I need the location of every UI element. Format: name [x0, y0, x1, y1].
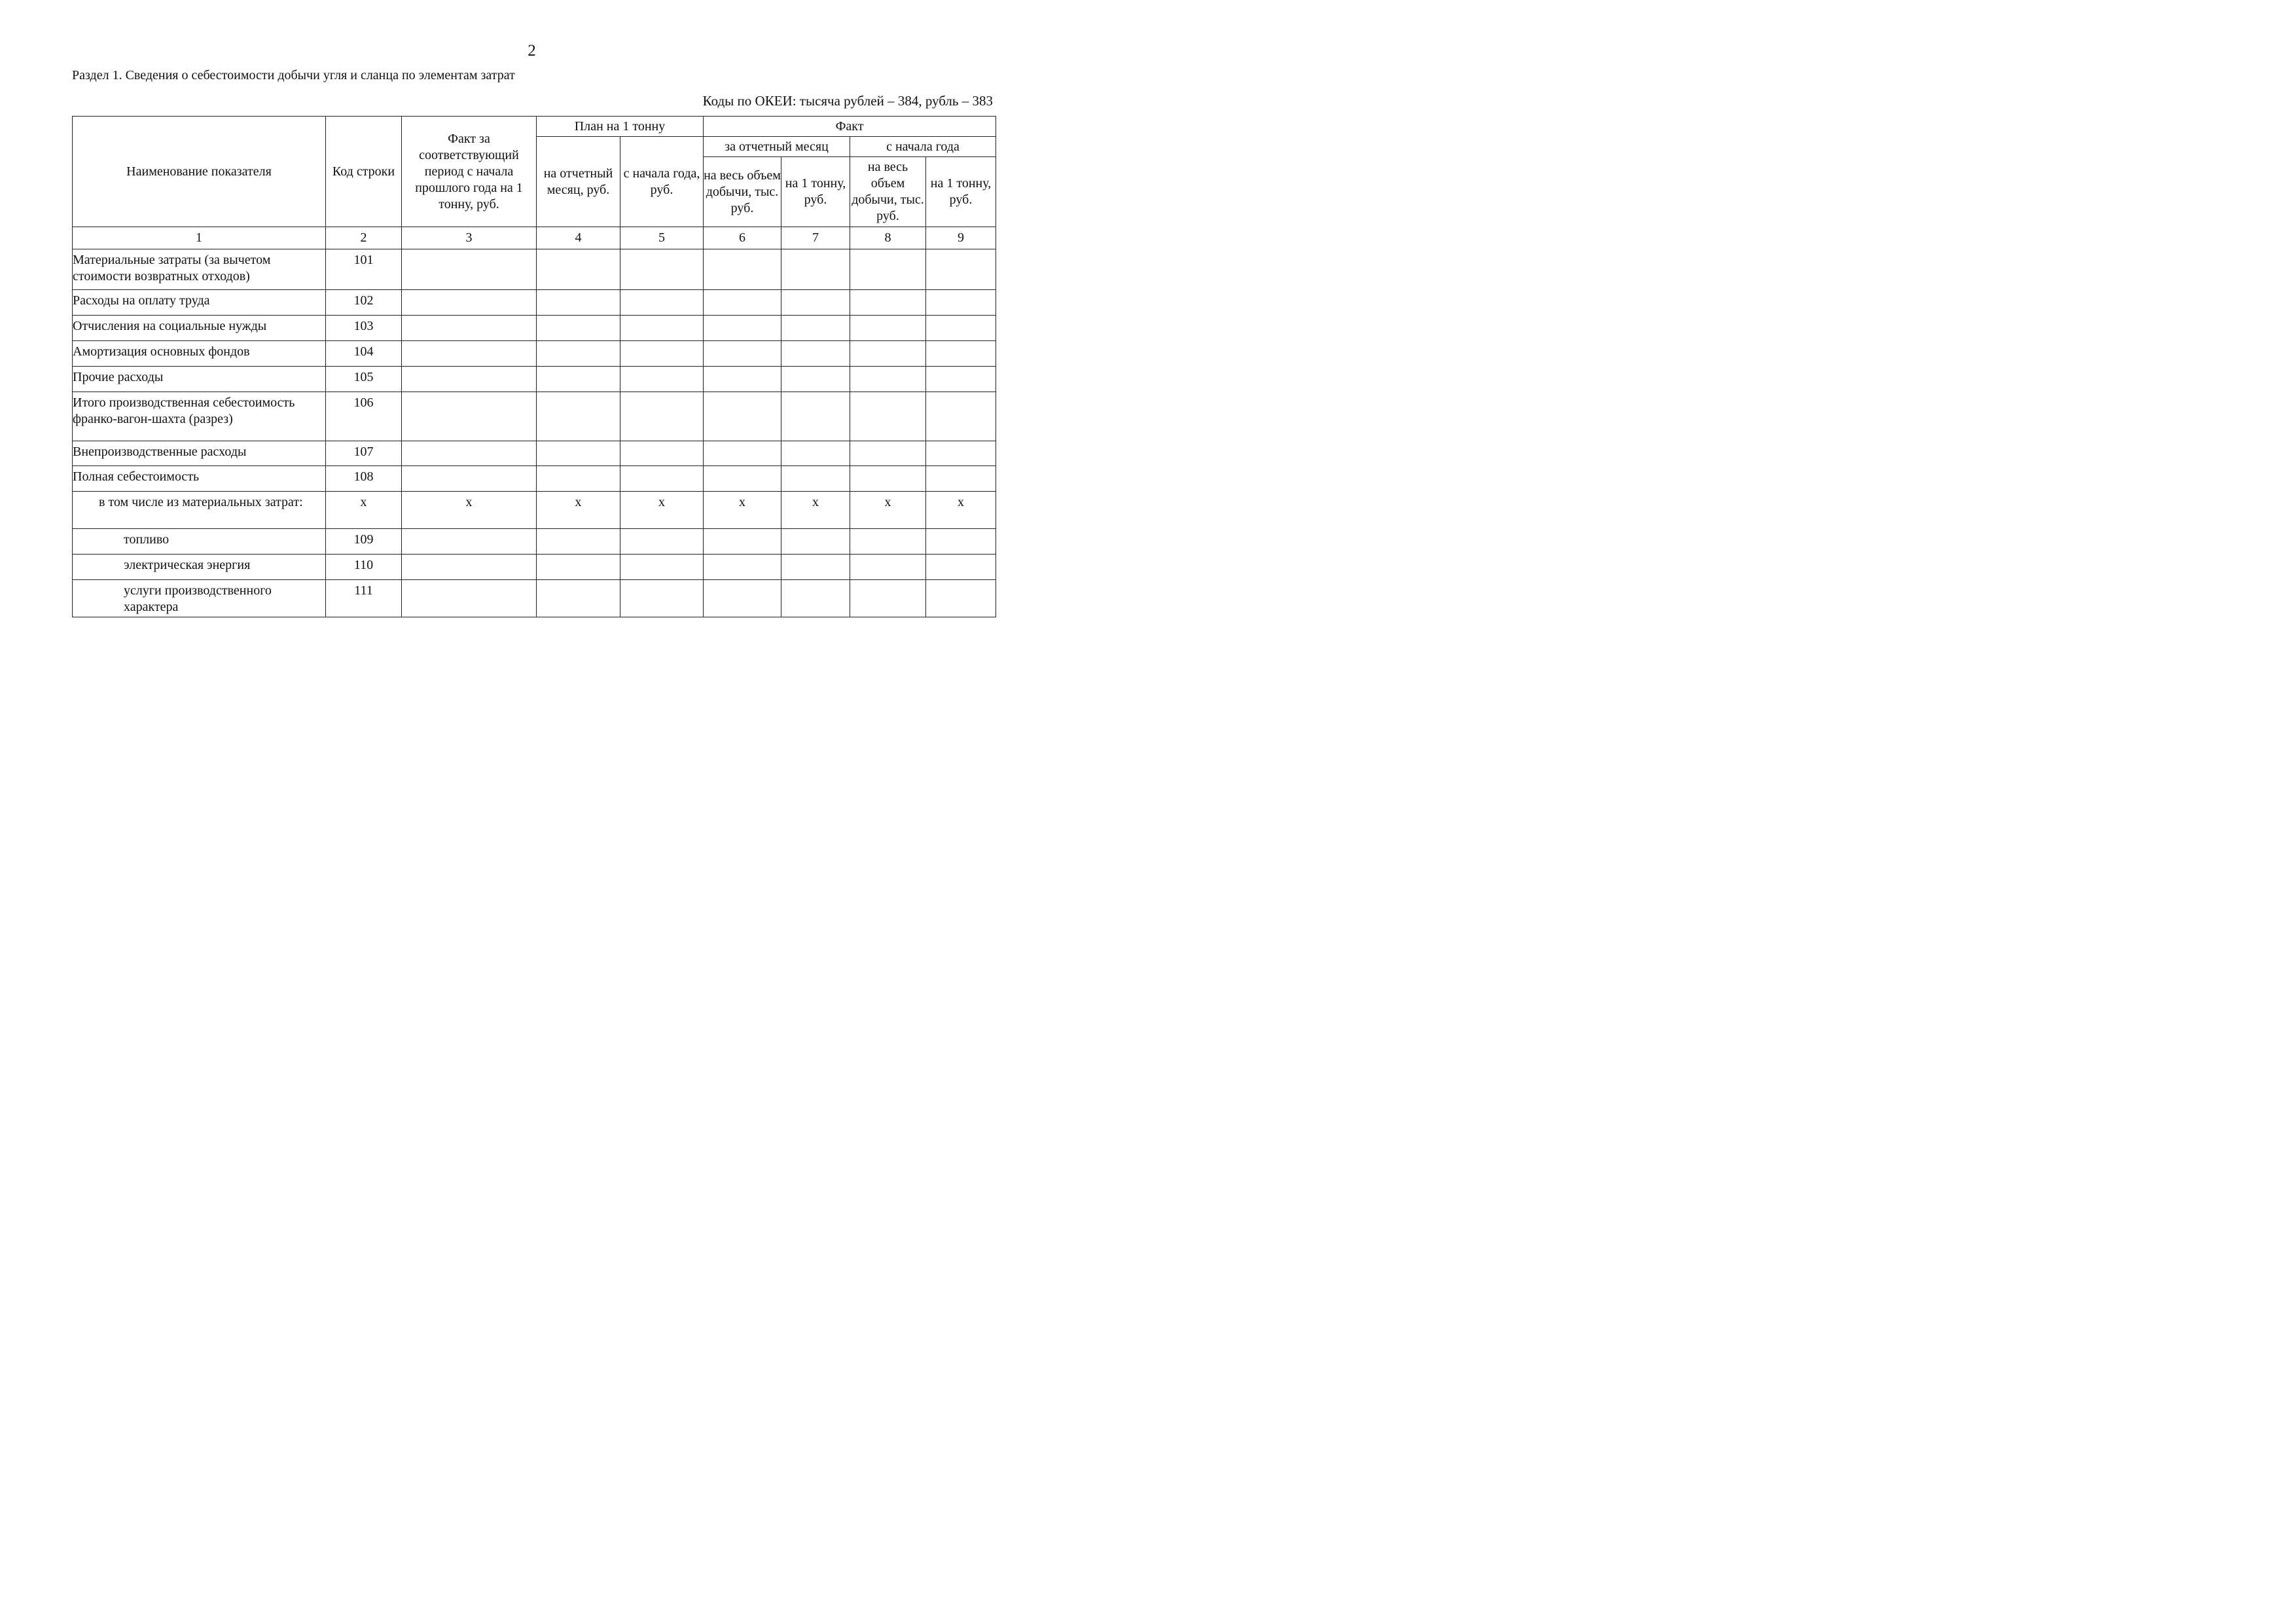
header-fact-month-group: за отчетный месяц — [704, 137, 850, 157]
header-code: Код строки — [326, 117, 402, 227]
row-code: 105 — [326, 367, 402, 392]
header-fact-year-total: на весь объем добычи, тыс. руб. — [850, 157, 926, 227]
row-value-cell[interactable] — [402, 555, 537, 580]
column-number: 2 — [326, 227, 402, 249]
row-value-cell[interactable] — [781, 466, 850, 492]
table-row — [73, 555, 996, 580]
column-number: 1 — [73, 227, 326, 249]
table-row — [73, 466, 996, 492]
row-value-cell[interactable] — [537, 441, 620, 466]
row-name: топливо — [73, 529, 326, 555]
row-value-cell[interactable] — [402, 249, 537, 290]
row-name: Внепроизводственные расходы — [73, 441, 326, 466]
row-value-cell[interactable] — [537, 316, 620, 341]
row-value-cell[interactable] — [537, 580, 620, 617]
row-value-cell[interactable] — [620, 441, 704, 466]
row-value-cell[interactable] — [402, 367, 537, 392]
row-value-cell[interactable] — [402, 580, 537, 617]
row-name: электрическая энергия — [73, 555, 326, 580]
row-value-cell: x — [850, 492, 926, 529]
column-number: 6 — [704, 227, 781, 249]
table-row — [73, 290, 996, 316]
row-value-cell[interactable] — [704, 316, 781, 341]
row-value-cell[interactable] — [781, 580, 850, 617]
row-value-cell[interactable] — [537, 555, 620, 580]
row-name: в том числе из материальных затрат: — [73, 492, 326, 529]
header-fact-prev: Факт за соответствующий период с начала прошлого года на 1 тонну, руб. — [402, 117, 537, 227]
column-number: 4 — [537, 227, 620, 249]
row-value-cell: x — [402, 492, 537, 529]
row-value-cell[interactable] — [620, 316, 704, 341]
row-value-cell[interactable] — [850, 580, 926, 617]
header-plan-year: с начала года, руб. — [620, 137, 704, 227]
row-value-cell[interactable] — [926, 529, 996, 555]
row-value-cell: x — [781, 492, 850, 529]
column-number: 9 — [926, 227, 996, 249]
header-plan-group: План на 1 тонну — [537, 117, 704, 137]
table-row — [73, 580, 996, 617]
row-value-cell[interactable] — [781, 249, 850, 290]
column-number: 7 — [781, 227, 850, 249]
row-value-cell[interactable] — [781, 341, 850, 367]
row-value-cell[interactable] — [620, 466, 704, 492]
row-value-cell[interactable] — [620, 367, 704, 392]
row-value-cell[interactable] — [850, 367, 926, 392]
row-value-cell[interactable] — [704, 392, 781, 441]
column-number: 8 — [850, 227, 926, 249]
column-number: 3 — [402, 227, 537, 249]
row-value-cell[interactable] — [402, 529, 537, 555]
row-code: 108 — [326, 466, 402, 492]
row-value-cell[interactable] — [850, 249, 926, 290]
row-value-cell[interactable] — [704, 249, 781, 290]
row-value-cell[interactable] — [926, 290, 996, 316]
row-value-cell[interactable] — [781, 555, 850, 580]
column-number-row — [73, 227, 996, 249]
row-value-cell[interactable] — [926, 341, 996, 367]
table-row — [73, 441, 996, 466]
okei-codes: Коды по ОКЕИ: тысяча рублей – 384, рубль – 383 — [702, 93, 993, 109]
row-value-cell[interactable] — [850, 316, 926, 341]
row-value-cell[interactable] — [620, 341, 704, 367]
row-value-cell[interactable] — [537, 392, 620, 441]
row-value-cell[interactable] — [537, 466, 620, 492]
row-code: 104 — [326, 341, 402, 367]
row-value-cell[interactable] — [402, 392, 537, 441]
row-value-cell[interactable] — [620, 290, 704, 316]
row-value-cell: x — [620, 492, 704, 529]
row-value-cell[interactable] — [781, 316, 850, 341]
row-value-cell[interactable] — [850, 441, 926, 466]
row-value-cell[interactable] — [704, 466, 781, 492]
cost-table — [72, 116, 996, 617]
row-value-cell[interactable] — [704, 580, 781, 617]
row-value-cell[interactable] — [926, 580, 996, 617]
row-code: 102 — [326, 290, 402, 316]
table-row — [73, 249, 996, 290]
header-fact-month-ton: на 1 тонну, руб. — [781, 157, 850, 227]
row-value-cell[interactable] — [537, 367, 620, 392]
row-code: 111 — [326, 580, 402, 617]
row-value-cell[interactable] — [704, 367, 781, 392]
table-row — [73, 392, 996, 441]
row-value-cell[interactable] — [704, 441, 781, 466]
row-value-cell[interactable] — [704, 555, 781, 580]
row-value-cell: x — [704, 492, 781, 529]
row-value-cell[interactable] — [620, 555, 704, 580]
row-code: 110 — [326, 555, 402, 580]
row-value-cell[interactable] — [620, 249, 704, 290]
row-value-cell[interactable] — [704, 341, 781, 367]
row-value-cell[interactable] — [781, 441, 850, 466]
row-name: Материальные затраты (за вычетом стоимости возвратных отходов) — [73, 249, 326, 290]
row-value-cell[interactable] — [402, 316, 537, 341]
row-value-cell[interactable] — [537, 249, 620, 290]
row-code: 101 — [326, 249, 402, 290]
header-fact-year-group: с начала года — [850, 137, 996, 157]
row-code: 103 — [326, 316, 402, 341]
table-row — [73, 341, 996, 367]
row-value-cell[interactable] — [926, 249, 996, 290]
row-value-cell[interactable] — [781, 529, 850, 555]
row-value-cell[interactable] — [402, 441, 537, 466]
row-value-cell[interactable] — [781, 367, 850, 392]
header-plan-month: на отчетный месяц, руб. — [537, 137, 620, 227]
row-code: 107 — [326, 441, 402, 466]
row-value-cell[interactable] — [781, 290, 850, 316]
row-name: Полная себестоимость — [73, 466, 326, 492]
row-code: 109 — [326, 529, 402, 555]
row-value-cell[interactable] — [537, 341, 620, 367]
row-value-cell[interactable] — [926, 392, 996, 441]
row-value-cell[interactable] — [402, 466, 537, 492]
section-title: Раздел 1. Сведения о себестоимости добычи угля и сланца по элементам затрат — [72, 68, 515, 82]
row-value-cell[interactable] — [926, 555, 996, 580]
row-name: Расходы на оплату труда — [73, 290, 326, 316]
row-code: 106 — [326, 392, 402, 441]
column-number: 5 — [620, 227, 704, 249]
row-value-cell[interactable] — [402, 341, 537, 367]
table-row — [73, 529, 996, 555]
table-row — [73, 492, 996, 529]
row-value-cell[interactable] — [704, 290, 781, 316]
row-value-cell: x — [926, 492, 996, 529]
row-value-cell[interactable] — [402, 290, 537, 316]
row-value-cell[interactable] — [850, 529, 926, 555]
header-fact-group: Факт — [704, 117, 996, 137]
header-fact-month-total: на весь объем добычи, тыс. руб. — [704, 157, 781, 227]
row-name: Итого производственная себестоимость франко-вагон-шахта (разрез) — [73, 392, 326, 441]
row-value-cell[interactable] — [620, 529, 704, 555]
row-value-cell[interactable] — [850, 290, 926, 316]
row-name: Амортизация основных фондов — [73, 341, 326, 367]
row-value-cell[interactable] — [850, 392, 926, 441]
row-value-cell[interactable] — [850, 466, 926, 492]
row-name: услуги производственного характера — [73, 580, 326, 617]
row-value-cell[interactable] — [926, 367, 996, 392]
row-value-cell[interactable] — [850, 341, 926, 367]
table-row — [73, 367, 996, 392]
row-value-cell[interactable] — [620, 580, 704, 617]
row-value-cell[interactable] — [781, 392, 850, 441]
row-value-cell[interactable] — [537, 290, 620, 316]
row-value-cell[interactable] — [620, 392, 704, 441]
row-value-cell[interactable] — [926, 466, 996, 492]
row-name: Отчисления на социальные нужды — [73, 316, 326, 341]
row-value-cell[interactable] — [704, 529, 781, 555]
row-value-cell[interactable] — [537, 529, 620, 555]
row-value-cell: x — [537, 492, 620, 529]
header-fact-year-ton: на 1 тонну, руб. — [926, 157, 996, 227]
row-name: Прочие расходы — [73, 367, 326, 392]
row-code: x — [326, 492, 402, 529]
row-value-cell[interactable] — [926, 441, 996, 466]
header-name: Наименование показателя — [73, 117, 326, 227]
row-value-cell[interactable] — [926, 316, 996, 341]
page-number: 2 — [528, 42, 536, 60]
table-row — [73, 316, 996, 341]
row-value-cell[interactable] — [850, 555, 926, 580]
